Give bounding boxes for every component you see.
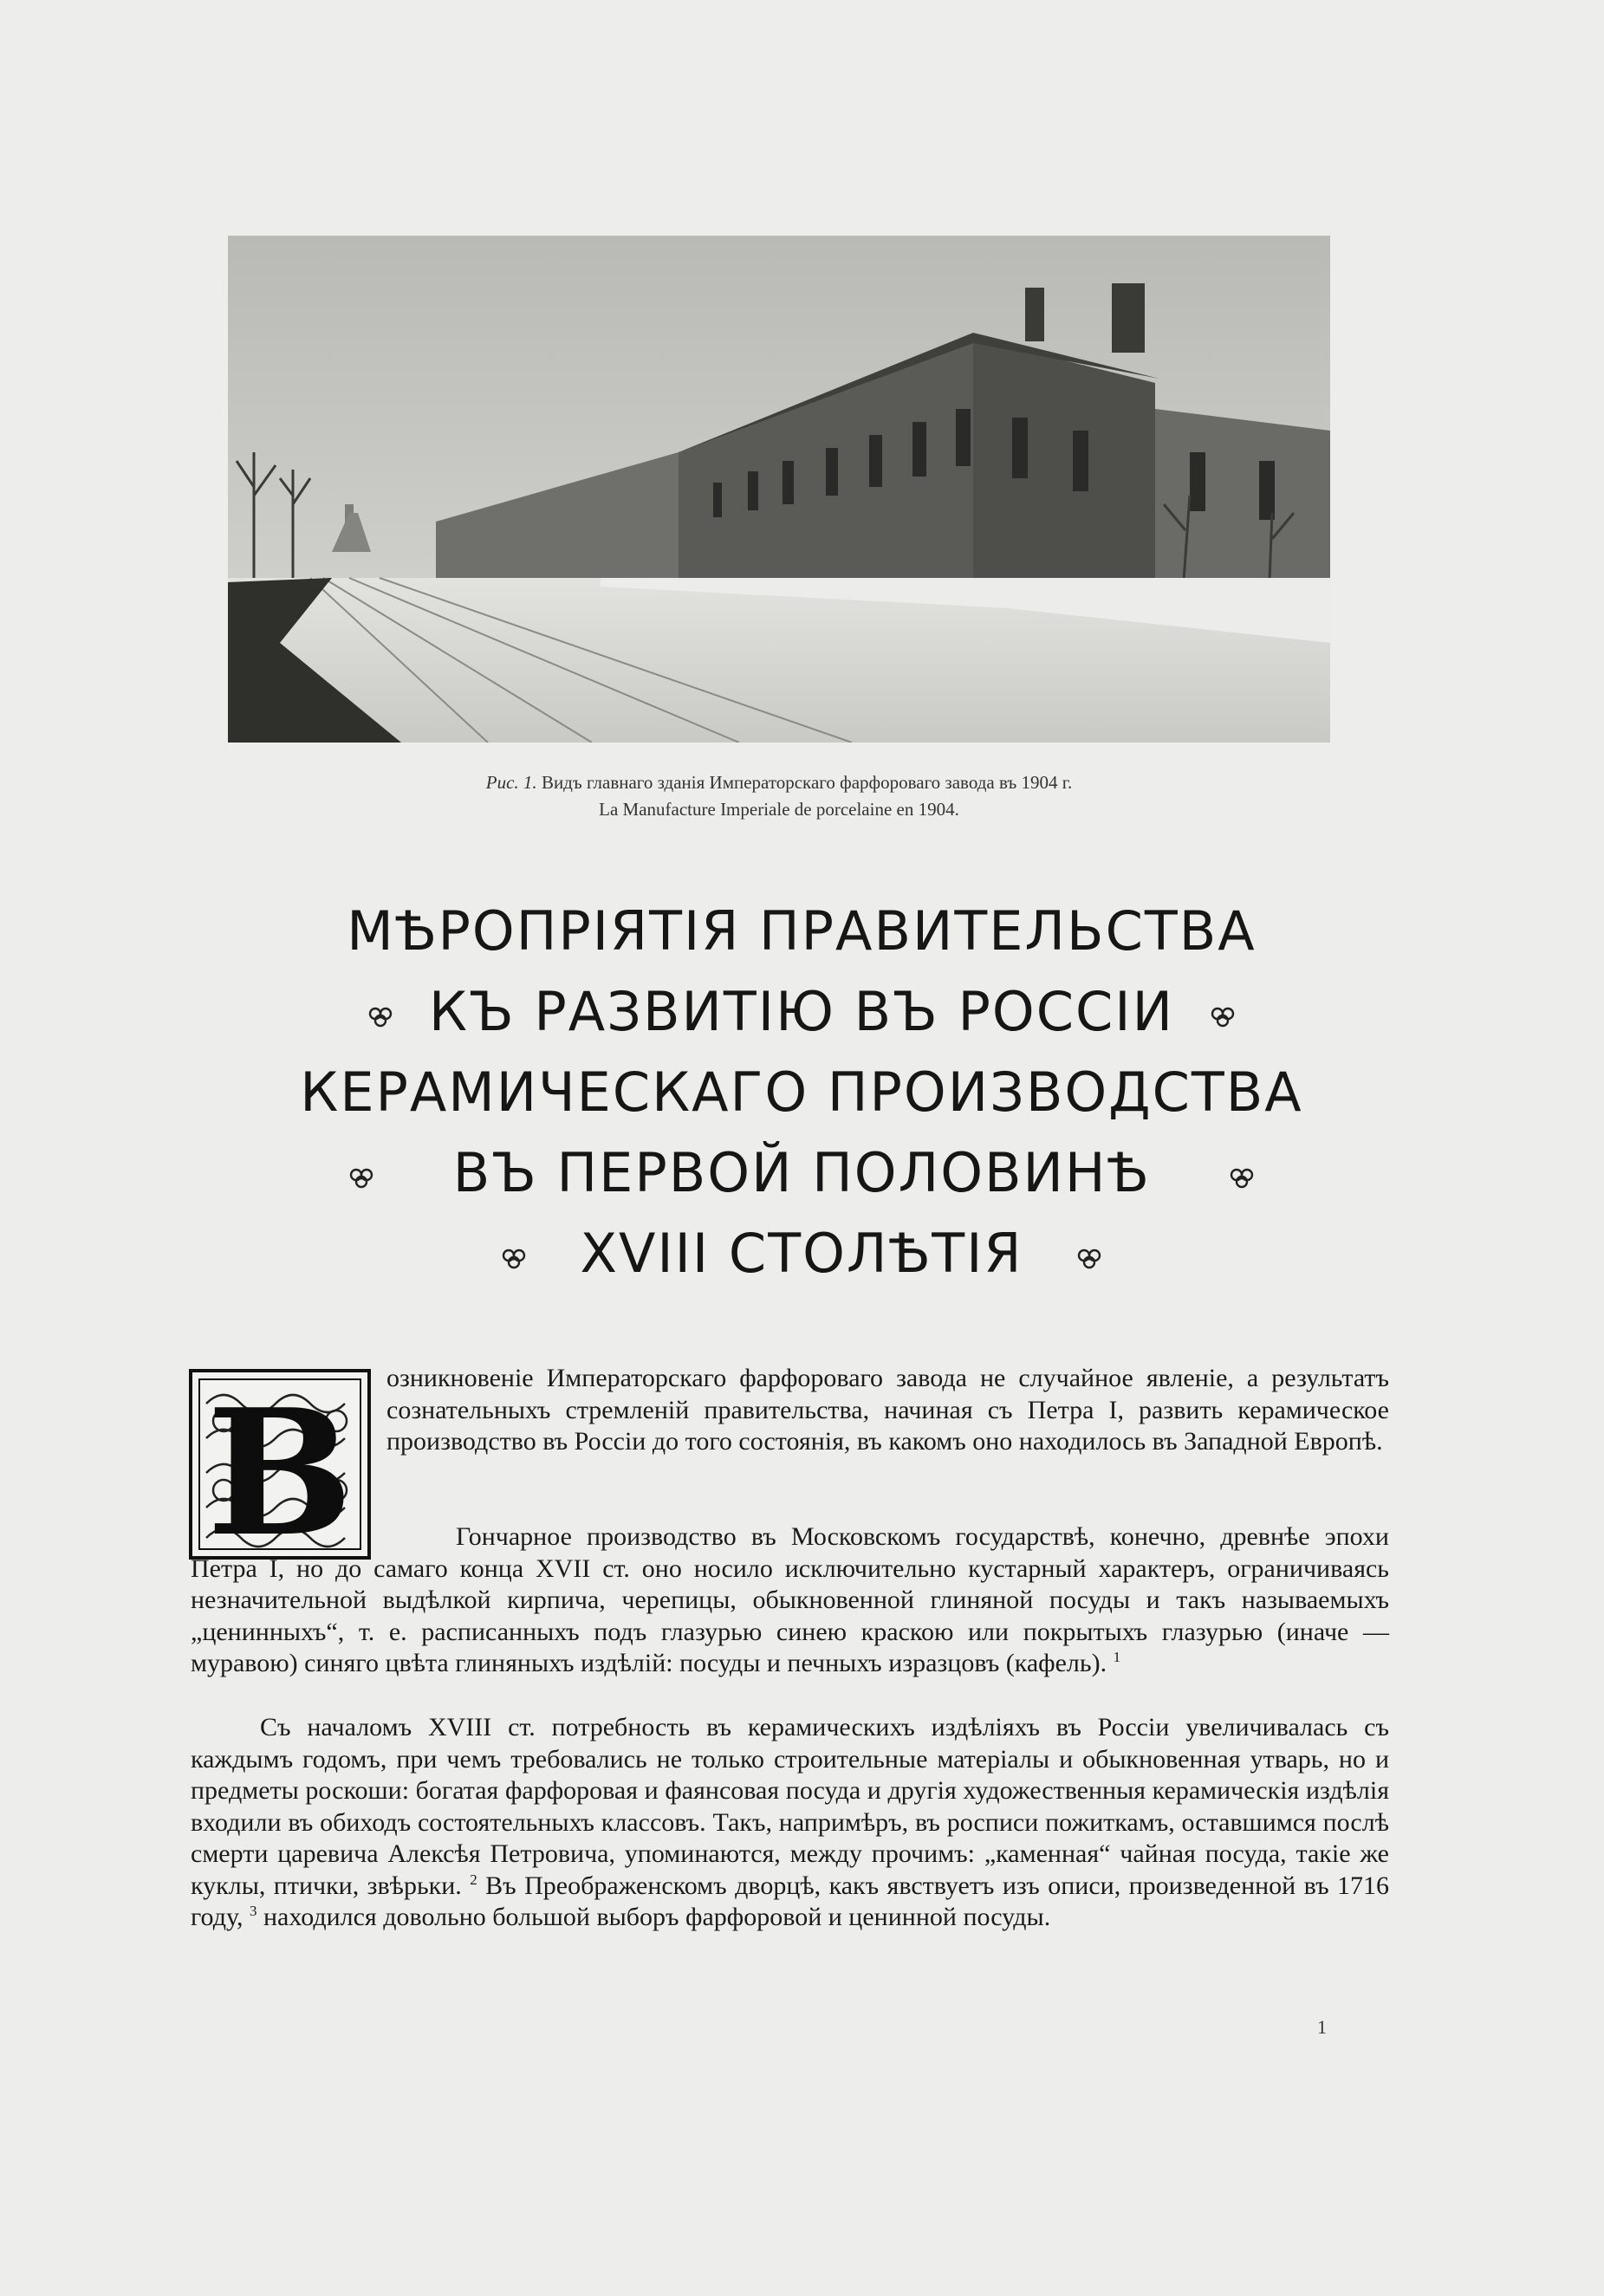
caption-russian	[228, 769, 1330, 796]
ornament-icon	[1209, 1002, 1237, 1029]
page-number: 1	[1317, 2016, 1327, 2038]
paragraph-2-start: Гончарное производство въ Московскомъ государствѣ, конечно, древнѣе	[456, 1522, 1310, 1551]
paragraph-2-rest: эпохи Петра I, но до самаго конца XVII ст. оно носило исключительно кустарный характеръ, ограничиваясь незначительной выдѣлкой кирпича, черепицы, обыкновенной глиняной посуды и такъ называемыхъ „ценинныхъ“, т. е. расписанныхъ подъ глазурью синею краскою или покрытыхъ глазурью (иначе — муравою) синяго цвѣта глиняныхъ издѣлій: посуды и печныхъ изразцовъ (кафель).	[191, 1522, 1389, 1677]
title-line-1: МѢРОПРІЯТІЯ ПРАВИТЕЛЬСТВА	[347, 899, 1257, 963]
paragraph-3-a: Съ началомъ XVIII ст. потребность въ керамическихъ издѣліяхъ въ Россіи увеличивалась съ каждымъ годомъ, при чемъ требовались не только строительные матеріалы и обыкновенная утварь, но и предметы роскоши: богатая фарфоровая и фаянсовая посуда и другія художественныя керамическія издѣлія входили въ обиходъ состоятельныхъ классовъ. Такъ, напримѣръ, въ росписи пожиткамъ, оставшимся послѣ смерти царевича Алексѣя Петровича, упоминаются, между прочимъ: „каменная“ чайная посуда, такіе же куклы, птички, звѣрьки.	[191, 1713, 1389, 1900]
title-line-4-wrap	[156, 1132, 1447, 1213]
title-line-2: КЪ РАЗВИТІЮ ВЪ РОССІИ	[429, 980, 1174, 1043]
paragraph-1: озникновеніе Императорскаго фарфороваго завода не случайное явленіе, а результатъ сознательныхъ стремленій правительства, начиная съ Петра I, развить керамическое производство въ Россіи до того состоянія, въ какомъ оно находилось въ Западной Европѣ.	[386, 1364, 1389, 1456]
title-line-5: XVIII СТОЛѢТІЯ	[580, 1222, 1023, 1285]
ornament-icon	[367, 1002, 394, 1029]
paragraph-3-c: находился довольно большой выборъ фарфоровой и ценинной посуды.	[263, 1903, 1051, 1931]
ornament-icon	[1228, 1163, 1256, 1190]
figure-caption	[228, 769, 1330, 823]
footnote-ref-3: 3	[249, 1903, 257, 1919]
footnote-ref-2: 2	[470, 1871, 477, 1888]
paragraph-2	[191, 1521, 1389, 1680]
title-line-4: ВЪ ПЕРВОЙ ПОЛОВИНѢ	[452, 1141, 1151, 1204]
ornament-icon	[1075, 1243, 1103, 1271]
paragraph-3-b: Въ Преображенскомъ дворцѣ, какъ явствуетъ изъ описи, произведенной въ 1716 году,	[191, 1871, 1390, 1931]
caption-label: Рис. 1.	[485, 772, 537, 793]
factory-photo	[228, 236, 1330, 743]
caption-french: La Manufacture Imperiale de porcelaine en 1904.	[599, 799, 959, 820]
ornament-icon	[347, 1163, 375, 1190]
caption-text-ru: Видъ главнаго зданія Императорскаго фарфороваго завода въ 1904 г.	[541, 772, 1073, 793]
title-line-2-wrap	[156, 971, 1447, 1052]
title-line-5-wrap	[156, 1213, 1447, 1294]
footnote-ref-1: 1	[1113, 1649, 1121, 1665]
chapter-title	[156, 891, 1447, 1294]
paragraph-3	[191, 1712, 1389, 1934]
title-line-3: КЕРАМИЧЕСКАГО ПРОИЗВОДСТВА	[300, 1060, 1303, 1124]
ornament-icon	[500, 1243, 528, 1271]
drop-cap-letter: В	[206, 1372, 354, 1560]
